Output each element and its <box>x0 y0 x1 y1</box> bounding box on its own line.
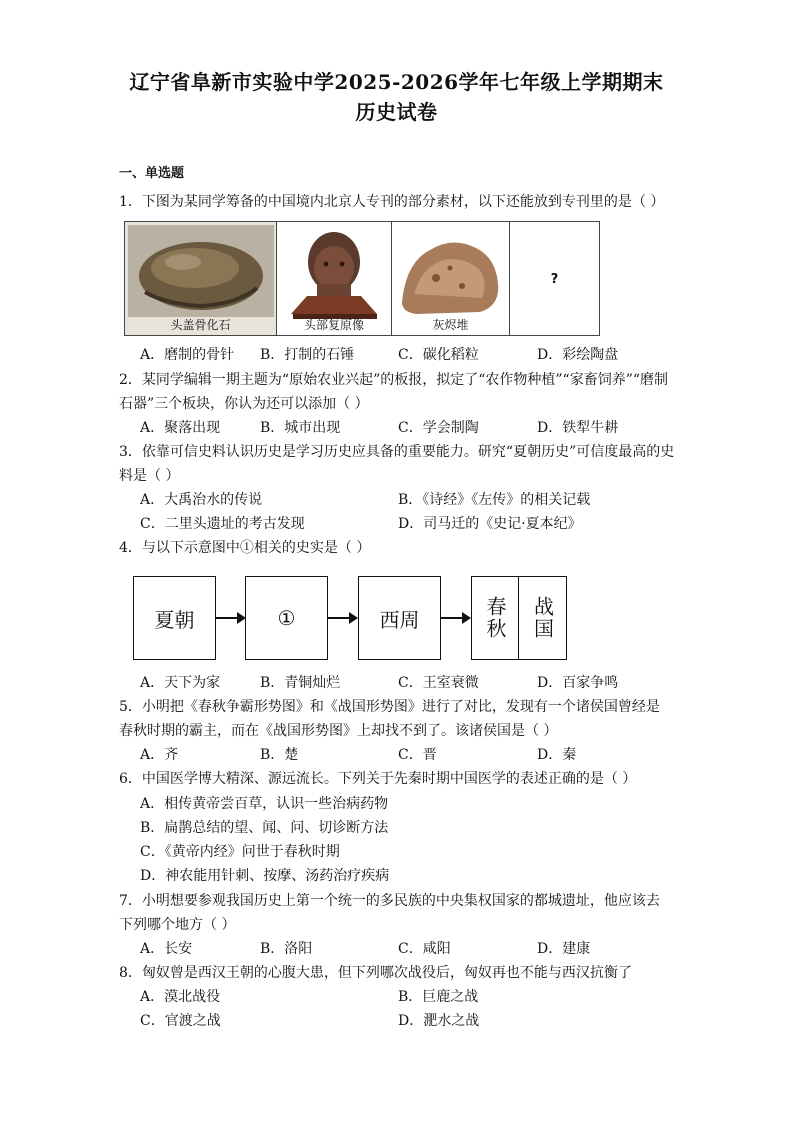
question-8-stem: 8．匈奴曾是西汉王朝的心腹大患，但下列哪次战役后，匈奴再也不能与西汉抗衡了 <box>119 965 632 981</box>
exam-title-line1: 辽宁省阜新市实验中学2025-2026学年七年级上学期期末 <box>129 70 664 94</box>
q7-option-b[interactable]: B．洛阳 <box>260 941 313 957</box>
q4-option-a[interactable]: A．天下为家 <box>140 675 221 691</box>
skull-fossil-image <box>125 222 277 335</box>
q8-option-a[interactable]: A．漠北战役 <box>140 989 221 1005</box>
question-7-stem-line1: 7．小明想要参观我国历史上第一个统一的多民族的中央集权国家的都城遗址，他应该去 <box>119 893 660 909</box>
warring-states-label: 战国 <box>530 596 555 640</box>
q8-option-b[interactable]: B．巨鹿之战 <box>398 989 479 1005</box>
image-caption: 灰烬堆 <box>432 318 469 332</box>
ash-pile-image <box>392 222 510 335</box>
q8-option-c[interactable]: C．官渡之战 <box>140 1013 221 1029</box>
q4-option-d[interactable]: D．百家争鸣 <box>537 675 619 691</box>
question-5-stem-line1: 5．小明把《春秋争霸形势图》和《战国形势图》进行了对比，发现有一个诸侯国曾经是 <box>119 699 660 715</box>
q6-option-c[interactable]: C．《黄帝内经》问世于春秋时期 <box>140 844 340 860</box>
head-reconstruction-image <box>277 222 392 335</box>
q5-option-c[interactable]: C．晋 <box>398 747 437 763</box>
q3-option-c[interactable]: C．二里头遗址的考古发现 <box>140 516 305 532</box>
question-1-stem: 1．下图为某同学筹备的中国境内北京人专刊的部分素材，以下还能放到专刊里的是（ ） <box>119 194 665 210</box>
q4-option-c[interactable]: C．王室衰微 <box>398 675 479 691</box>
question-4-stem: 4．与以下示意图中①相关的史实是（ ） <box>119 540 371 556</box>
box-xia: 夏朝 <box>133 576 216 660</box>
arrow-icon <box>441 617 469 619</box>
q1-option-b[interactable]: B．打制的石锤 <box>260 347 355 363</box>
question-5-stem-line2: 春秋时期的霸主，而在《战国形势图》上却找不到了。该诸侯国是（ ） <box>119 723 558 739</box>
q6-option-a[interactable]: A．相传黄帝尝百草，认识一些治病药物 <box>140 796 389 812</box>
question-6-stem: 6．中国医学博大精深、源远流长。下列关于先秦时期中国医学的表述正确的是（ ） <box>119 771 637 787</box>
box-western-zhou: 西周 <box>358 576 441 660</box>
q2-option-b[interactable]: B．城市出现 <box>260 420 341 436</box>
question-1-image-strip <box>124 221 600 336</box>
q5-option-d[interactable]: D．秦 <box>537 747 577 763</box>
q5-option-b[interactable]: B．楚 <box>260 747 299 763</box>
unknown-item-cell <box>510 222 599 335</box>
arrow-icon <box>216 617 244 619</box>
q5-option-a[interactable]: A．齐 <box>140 747 179 763</box>
q1-option-c[interactable]: C．碳化稻粒 <box>398 347 479 363</box>
box-spring-autumn <box>471 576 519 660</box>
image-caption: 头盖骨化石 <box>170 318 231 332</box>
arrow-icon <box>328 617 356 619</box>
q1-option-a[interactable]: A．磨制的骨针 <box>140 347 235 363</box>
question-3-stem-line2: 料是（ ） <box>119 468 180 484</box>
q3-option-d[interactable]: D．司马迁的《史记·夏本纪》 <box>398 516 582 532</box>
q7-option-a[interactable]: A．长安 <box>140 941 193 957</box>
question-mark: ? <box>550 272 559 287</box>
exam-title-line2: 历史试卷 <box>355 100 438 124</box>
q3-option-a[interactable]: A．大禹治水的传说 <box>140 492 263 508</box>
image-caption: 头部复原像 <box>303 318 364 332</box>
q1-option-d[interactable]: D．彩绘陶盘 <box>537 347 619 363</box>
section-heading: 一、单选题 <box>119 166 185 181</box>
q3-option-b[interactable]: B．《诗经》《左传》的相关记载 <box>398 492 591 508</box>
spring-autumn-label: 春秋 <box>483 596 507 640</box>
q7-option-c[interactable]: C．咸阳 <box>398 941 451 957</box>
q6-option-d[interactable]: D．神农能用针刺、按摩、汤药治疗疾病 <box>140 868 390 884</box>
q2-option-a[interactable]: A．聚落出现 <box>140 420 221 436</box>
q6-option-b[interactable]: B．扁鹊总结的望、闻、问、切诊断方法 <box>140 820 389 836</box>
q2-option-d[interactable]: D．铁犁牛耕 <box>537 420 619 436</box>
q8-option-d[interactable]: D．淝水之战 <box>398 1013 480 1029</box>
question-2-stem-line2: 石器”三个板块，你认为还可以添加（ ） <box>119 396 369 412</box>
question-7-stem-line2: 下列哪个地方（ ） <box>119 917 236 933</box>
q7-option-d[interactable]: D．建康 <box>537 941 591 957</box>
q2-option-c[interactable]: C．学会制陶 <box>398 420 479 436</box>
question-2-stem-line1: 2．某同学编辑一期主题为“原始农业兴起”的板报，拟定了“农作物种植”“家畜饲养”“磨制 <box>119 372 669 388</box>
q4-option-b[interactable]: B．青铜灿烂 <box>260 675 341 691</box>
box-warring-states <box>518 576 567 660</box>
question-3-stem-line1: 3．依靠可信史料认识历史是学习历史应具备的重要能力。研究“夏朝历史”可信度最高的史 <box>119 444 675 460</box>
box-placeholder-1: ① <box>245 576 328 660</box>
